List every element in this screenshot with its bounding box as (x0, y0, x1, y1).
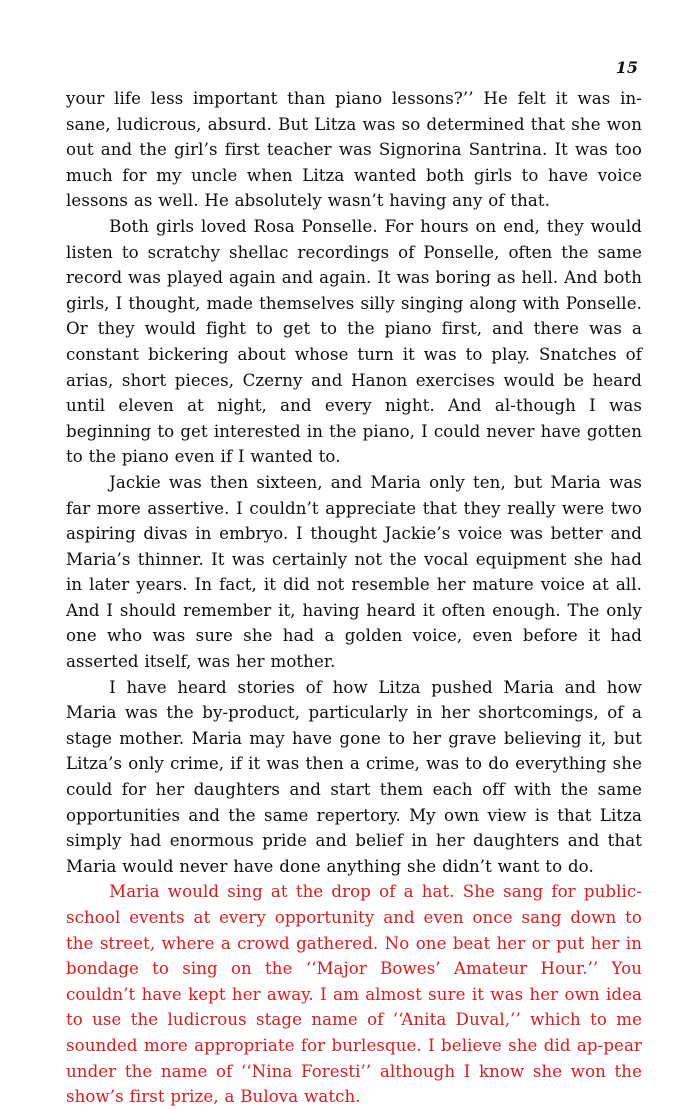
paragraph: I have heard stories of how Litza pushed Maria and how Maria was the by-product, particularly in her shortcomings, of a stage mother. Maria may have gone to her grave believing it, but Litza’s only crime, if it was then a crime, was to do everything she could for her daughters and start them each off with the same opportunities and the same repertory. My own view is that Litza simply had enormous pride and belief in her daughters and that Maria would never have done anything she didn’t want to do. (66, 677, 642, 876)
paragraph-highlighted: Maria would sing at the drop of a hat. She sang for public-school events at every opportunity and even once sang down to the street, where a crowd gathered. No one beat her or put her in bondage to sing on the ‘‘Major Bowes’ Amateur Hour.’’ You couldn’t have kept her away. I am almost sure it was her own idea to use the ludicrous stage name of ‘‘Anita Duval,’’ which to me sounded more appropriate for burlesque. I believe she did ap-pear under the name of ‘‘Nina Foresti’’ although I know she won the show’s first prize, a Bulova watch. (66, 882, 642, 1107)
page-number: 15 (615, 58, 638, 77)
paragraph: Jackie was then sixteen, and Maria only ten, but Maria was far more assertive. I couldn’t appreciate that they really were two aspiring divas in embryo. I thought Jackie’s voice was better and Maria’s thinner. It was certainly not the vocal equipment she had in later years. In fact, it did not resemble her mature voice at all. And I should remember it, having heard it often enough. The only one who was sure she had a golden voice, even before it had asserted itself, was her mother. (66, 472, 642, 672)
paragraph: your life less important than piano lessons?’’ He felt it was in-sane, ludicrous, absurd. But Litza was so determined that she won out and the girl’s first teacher was Signorina Santrina. It was too much for my uncle when Litza wanted both girls to have voice lessons as well. He absolutely wasn’t having any of that. (66, 89, 642, 211)
body-text (66, 86, 642, 1110)
paragraph: Both girls loved Rosa Ponselle. For hours on end, they would listen to scratchy shellac recordings of Ponselle, often the same record was played again and again. It was boring as hell. And both girls, I thought, made themselves silly singing along with Ponselle. Or they would fight to get to the piano first, and there was a constant bickering about whose turn it was to play. Snatches of arias, short pieces, Czerny and Hanon exercises would be heard until eleven at night, and every night. And al-though I was beginning to get interested in the piano, I could never have gotten to the piano even if I wanted to. (66, 216, 642, 467)
